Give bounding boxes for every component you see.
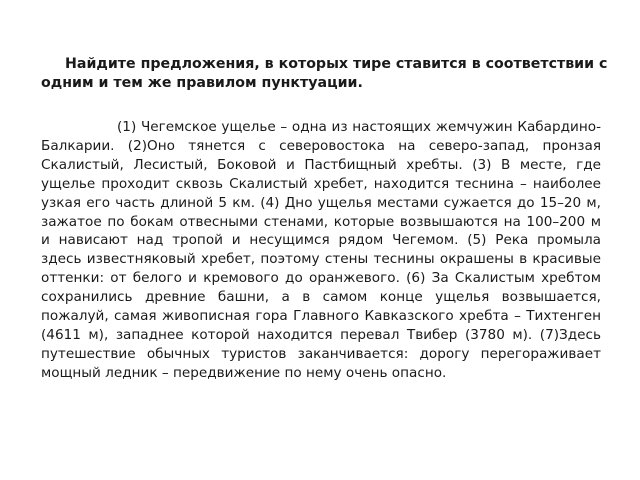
task-prompt: Найдите предложения, в которых тире ставится в соответствии с одним и тем же правилом пунктуации. (41, 56, 608, 91)
passage-text: (1) Чегемское ущелье – одна из настоящих жемчужин Кабардино-Балкарии. (2)Оно тянется с северовостока на северо-запад, пронзая Скалистый, Лесистый, Боковой и Пастбищный хребты. (3) В месте, где ущелье проходит сквозь Скалистый хребет, находится теснина – наиболее узкая его часть длиной 5 км. (4) Дно ущелья местами сужается до 15–20 м, зажатое по бокам отвесными стенами, которые возвышаются на 100–200 м и нависают над тропой и несущимся рядом Чегемом. (5) Река промыла здесь известняковый хребет, поэтому стены теснины окрашены в красивые оттенки: от белого и кремового до оранжевого. (6) За Скалистым хребтом сохранились древние башни, а в самом конце ущелья возвышается, пожалуй, самая живописная гора Главного Кавказского хребта – Тихтенген (4611 м), западнее которой находится перевал Твибер (3780 м). (7)Здесь путешествие обычных туристов заканчивается: дорогу перегораживает мощный ледник – передвижение по нему очень опасно. (41, 119, 601, 381)
